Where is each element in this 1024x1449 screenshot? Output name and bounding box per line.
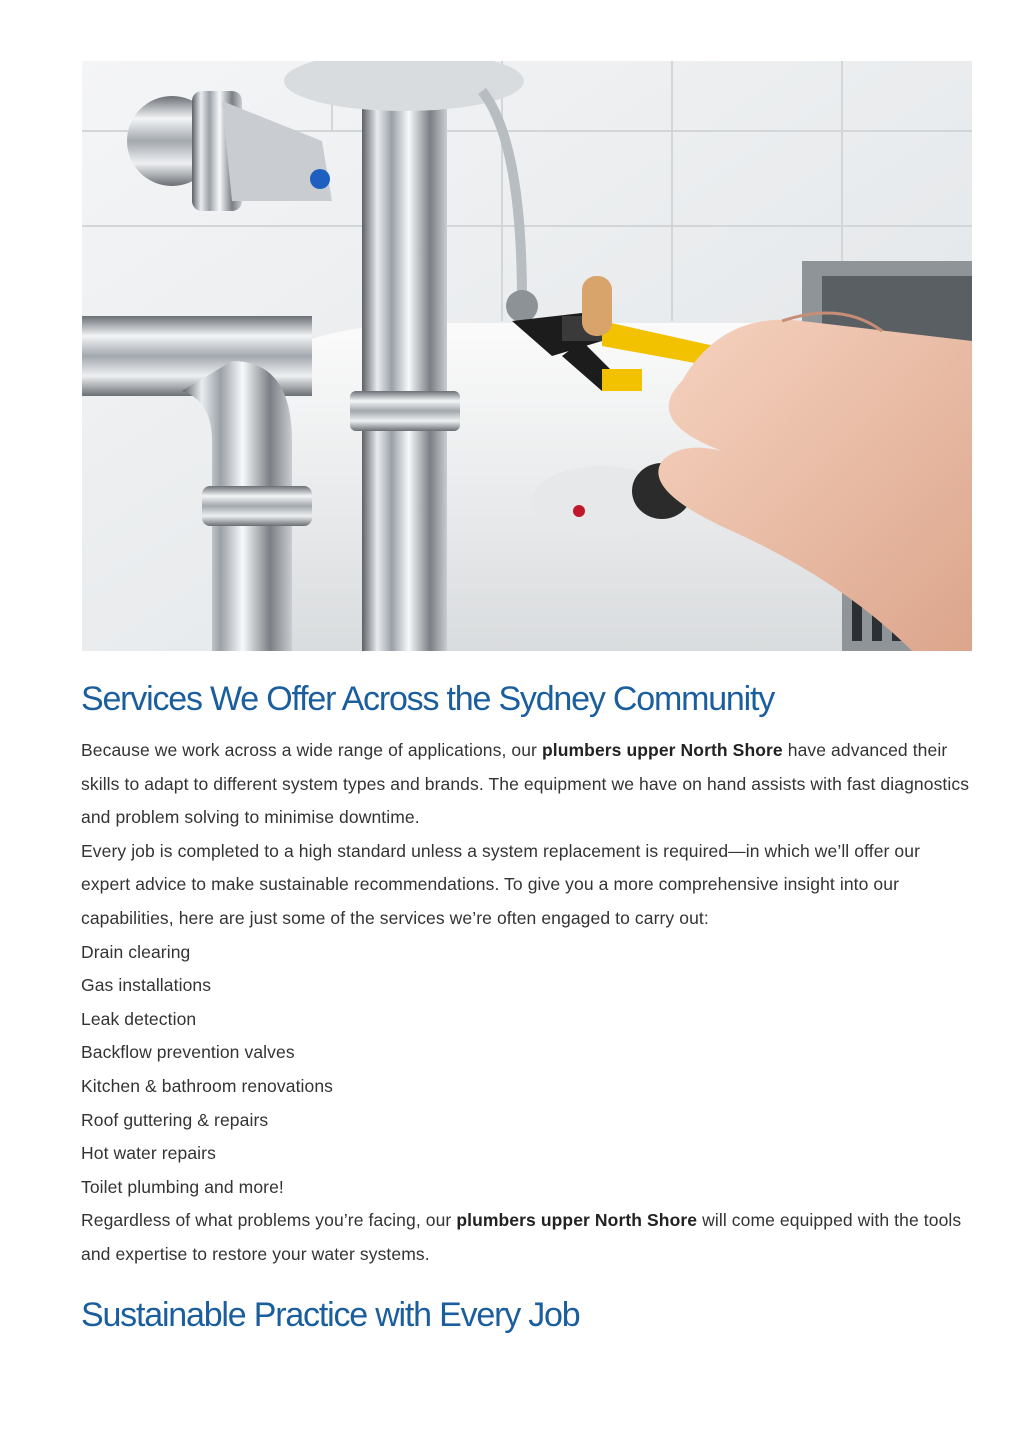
intro-text: Because we work across a wide range of applications, our [81,740,542,760]
plumber-photo [82,61,972,651]
closing-text-continued: will come equipped with the tools and expertise to restore your water systems. [81,1210,962,1264]
closing-paragraph [81,1204,971,1271]
list-item: Drain clearing [81,941,191,962]
list-item: Gas installations [81,975,212,996]
keyword-link: plumbers upper North Shore [456,1210,698,1231]
list-item: Leak detection [81,1008,197,1029]
list-item: Toilet plumbing and more! [81,1176,284,1197]
services-heading: Services We Offer Across the Sydney Community [81,680,775,718]
standard-paragraph: Every job is completed to a high standard unless a system replacement is required—in which we’ll offer our expert advice to make sustainable recommendations. To give you a more comprehensive insight into our capabilities, here are just some of the services we’re often engaged to carry out: [81,840,921,928]
services-content [81,734,971,1272]
list-item: Roof guttering & repairs [81,1109,269,1130]
services-list [81,936,971,1205]
closing-text: Regardless of what problems you’re facing, our [81,1210,457,1231]
list-item: Backflow prevention valves [81,1042,295,1063]
list-item: Kitchen & bathroom renovations [81,1075,334,1096]
intro-text-continued: have advanced their skills to adapt to different system types and brands. The equipment we have on hand assists with fast diagnostics and problem solving to minimise downtime. [81,740,970,828]
sustainable-heading: Sustainable Practice with Every Job [81,1296,580,1334]
intro-paragraph [81,734,971,835]
keyword-link: plumbers upper North Shore [541,740,783,760]
list-item: Hot water repairs [81,1143,216,1164]
hero-image [82,61,972,651]
